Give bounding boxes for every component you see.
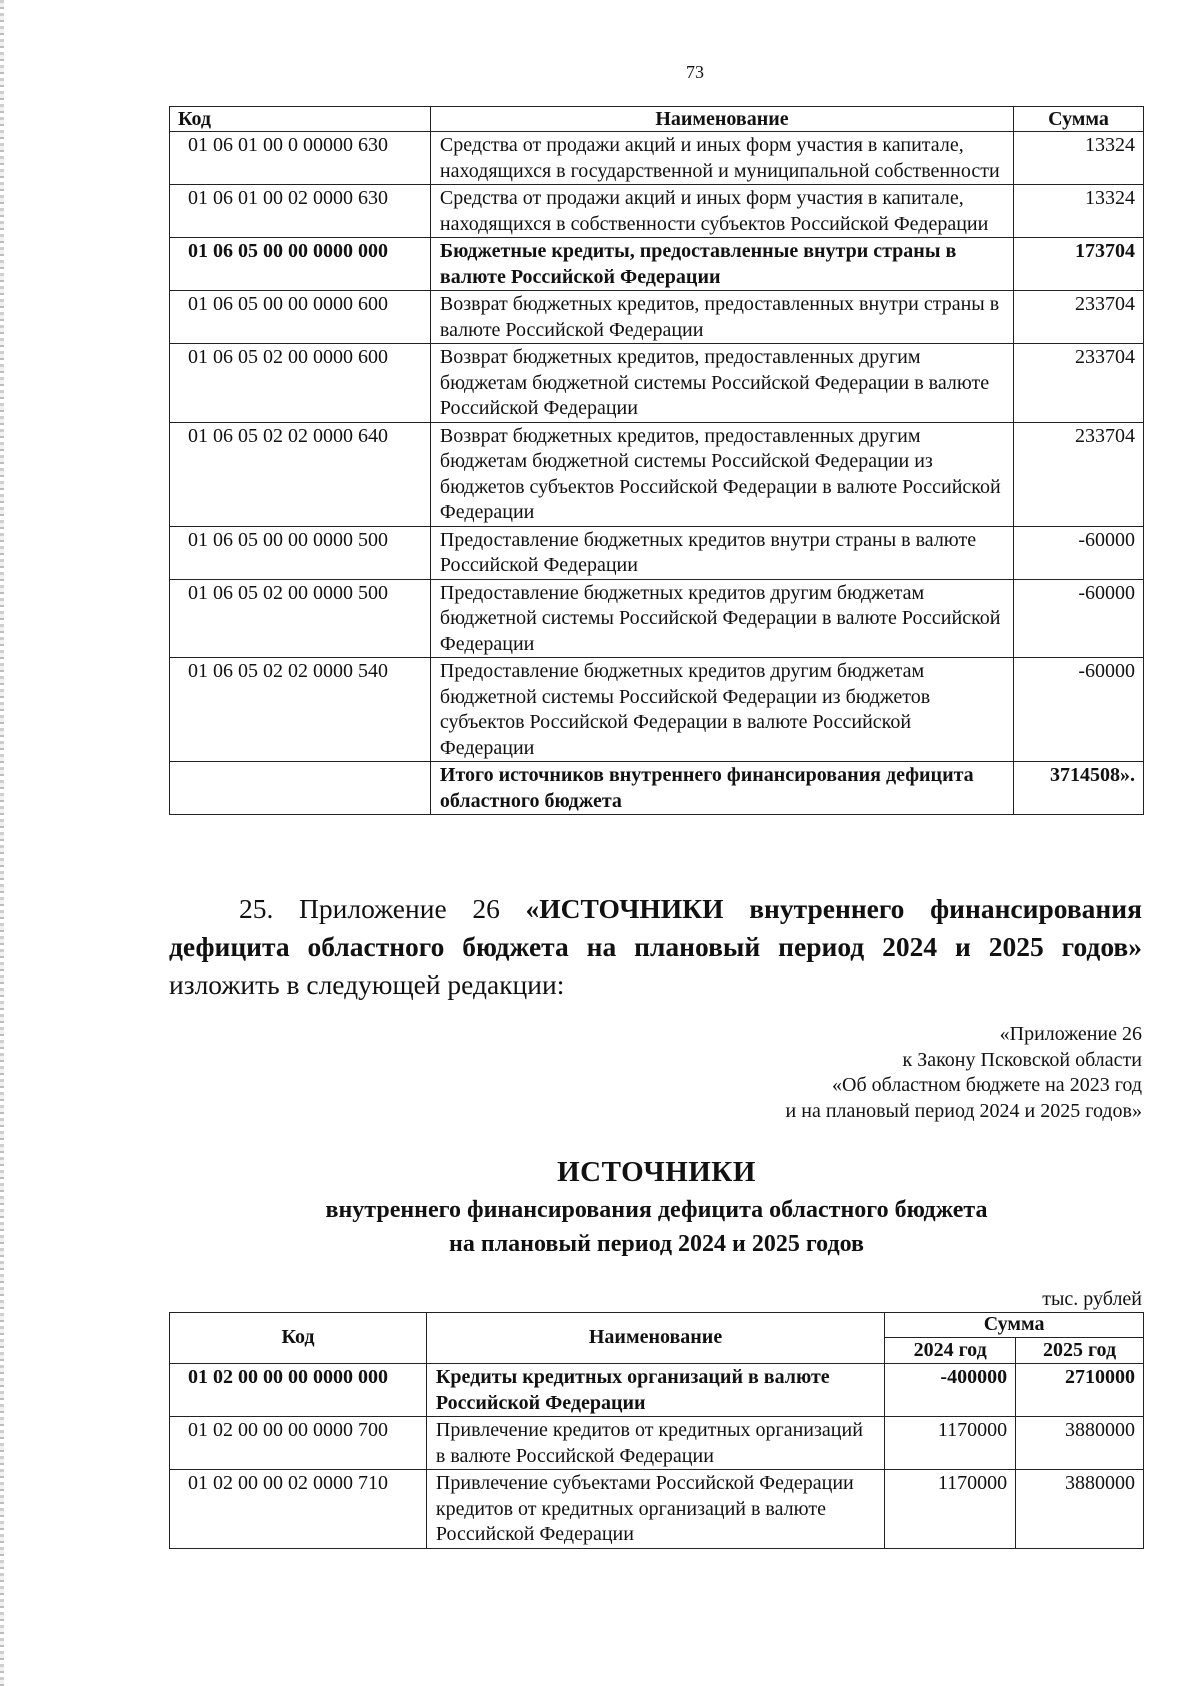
name-cell: Предоставление бюджетных кредитов другим бюджетам бюджетной системы Российской Федерации в валюте Российской Федерации [430,579,1013,658]
units-label: тыс. рублей [1042,1288,1142,1310]
paragraph-line-1 [169,890,1142,928]
header-sum: Сумма [885,1313,1144,1338]
amount-2025-cell: 2710000 [1016,1364,1144,1417]
table-row [170,1364,1144,1417]
code-cell: 01 06 05 02 00 0000 500 [170,579,431,658]
scan-edge [0,0,4,1686]
header-sum: Сумма [1014,107,1144,132]
name-cell: Средства от продажи акций и иных форм участия в капитале, находящихся в государственной и муниципальной собственности [430,132,1013,185]
code-cell: 01 06 01 00 0 00000 630 [170,132,431,185]
amendment-paragraph [169,890,1142,1004]
name-cell: Итого источников внутреннего финансирования дефицита областного бюджета [430,762,1013,815]
table-row [170,185,1144,238]
code-cell: 01 06 05 02 00 0000 600 [170,344,431,423]
code-cell: 01 06 05 02 02 0000 540 [170,658,431,762]
paragraph-prefix: 25. Приложение 26 [239,893,526,924]
amount-cell: 3714508». [1014,762,1144,815]
code-cell [170,762,431,815]
appendix-line: к Закону Псковской области [902,1048,1142,1071]
name-cell: Предоставление бюджетных кредитов внутри страны в валюте Российской Федерации [430,526,1013,579]
amount-cell: -60000 [1014,526,1144,579]
table-row [170,238,1144,291]
table-row [170,762,1144,815]
table-row [170,526,1144,579]
code-cell: 01 06 05 00 00 0000 000 [170,238,431,291]
subtitle-line-2: на плановый период 2024 и 2025 годов [449,1231,864,1257]
amount-2024-cell: 1170000 [885,1470,1016,1549]
table-row [170,1470,1144,1549]
table-row [170,132,1144,185]
code-cell: 01 06 05 00 00 0000 600 [170,291,431,344]
name-cell: Возврат бюджетных кредитов, предоставленных другим бюджетам бюджетной системы Российской Федерации в валюте Российской Федерации [430,344,1013,423]
code-cell: 01 02 00 00 00 0000 000 [170,1364,427,1417]
amount-cell: 13324 [1014,185,1144,238]
name-cell: Кредиты кредитных организаций в валюте Российской Федерации [426,1364,884,1417]
table-row [170,579,1144,658]
name-cell: Привлечение субъектами Российской Федерации кредитов от кредитных организаций в валюте Российской Федерации [426,1470,884,1549]
sources-table-2024-2025 [169,1312,1144,1549]
amount-cell: 233704 [1014,344,1144,423]
appendix-line: и на плановый период 2024 и 2025 годов» [785,1099,1142,1122]
appendix-line: «Об областном бюджете на 2023 год [832,1074,1142,1096]
table-row [170,1417,1144,1470]
amount-cell: 233704 [1014,291,1144,344]
sources-table-continued [169,106,1144,815]
amount-2024-cell: -400000 [885,1364,1016,1417]
name-cell: Бюджетные кредиты, предоставленные внутри страны в валюте Российской Федерации [430,238,1013,291]
amount-2025-cell: 3880000 [1016,1470,1144,1549]
appendix-line: «Приложение 26 [999,1023,1142,1045]
appendix-reference [786,1022,1142,1124]
document-subtitle [169,1193,1144,1261]
amount-cell: 173704 [1014,238,1144,291]
document-title: ИСТОЧНИКИ [557,1156,756,1188]
table-row [170,344,1144,423]
amount-cell: -60000 [1014,658,1144,762]
table-header-row [170,1313,1144,1338]
code-cell: 01 06 05 02 02 0000 640 [170,422,431,526]
table-row [170,658,1144,762]
code-cell: 01 06 01 00 02 0000 630 [170,185,431,238]
code-cell: 01 02 00 00 00 0000 700 [170,1417,427,1470]
amount-2024-cell: 1170000 [885,1417,1016,1470]
table-row [170,291,1144,344]
paragraph-bold-title: «ИСТОЧНИКИ внутреннего финансирования [525,893,1142,924]
name-cell: Предоставление бюджетных кредитов другим бюджетам бюджетной системы Российской Федерации из бюджетов субъектов Российской Федерации в валюте Российской Федерации [430,658,1013,762]
name-cell: Привлечение кредитов от кредитных организаций в валюте Российской Федерации [426,1417,884,1470]
page-number: 73 [686,62,704,82]
name-cell: Возврат бюджетных кредитов, предоставленных другим бюджетам бюджетной системы Российской Федерации из бюджетов субъектов Российской Федерации в валюте Российской Федерации [430,422,1013,526]
name-cell: Возврат бюджетных кредитов, предоставленных внутри страны в валюте Российской Федерации [430,291,1013,344]
header-year-2024: 2024 год [885,1337,1016,1363]
paragraph-line-2: дефицита областного бюджета на плановый период 2024 и 2025 годов» [169,931,1142,962]
header-name: Наименование [426,1313,884,1364]
amount-cell: 13324 [1014,132,1144,185]
amount-2025-cell: 3880000 [1016,1417,1144,1470]
amount-cell: 233704 [1014,422,1144,526]
code-cell: 01 02 00 00 02 0000 710 [170,1470,427,1549]
header-year-2025: 2025 год [1016,1337,1144,1363]
table-header-row [170,107,1144,132]
header-code: Код [170,1313,427,1364]
paragraph-line-3: изложить в следующей редакции: [169,969,565,1000]
code-cell: 01 06 05 00 00 0000 500 [170,526,431,579]
table-row [170,422,1144,526]
name-cell: Средства от продажи акций и иных форм участия в капитале, находящихся в собственности субъектов Российской Федерации [430,185,1013,238]
subtitle-line-1: внутреннего финансирования дефицита областного бюджета [325,1197,988,1223]
header-code: Код [170,107,431,132]
header-name: Наименование [430,107,1013,132]
amount-cell: -60000 [1014,579,1144,658]
